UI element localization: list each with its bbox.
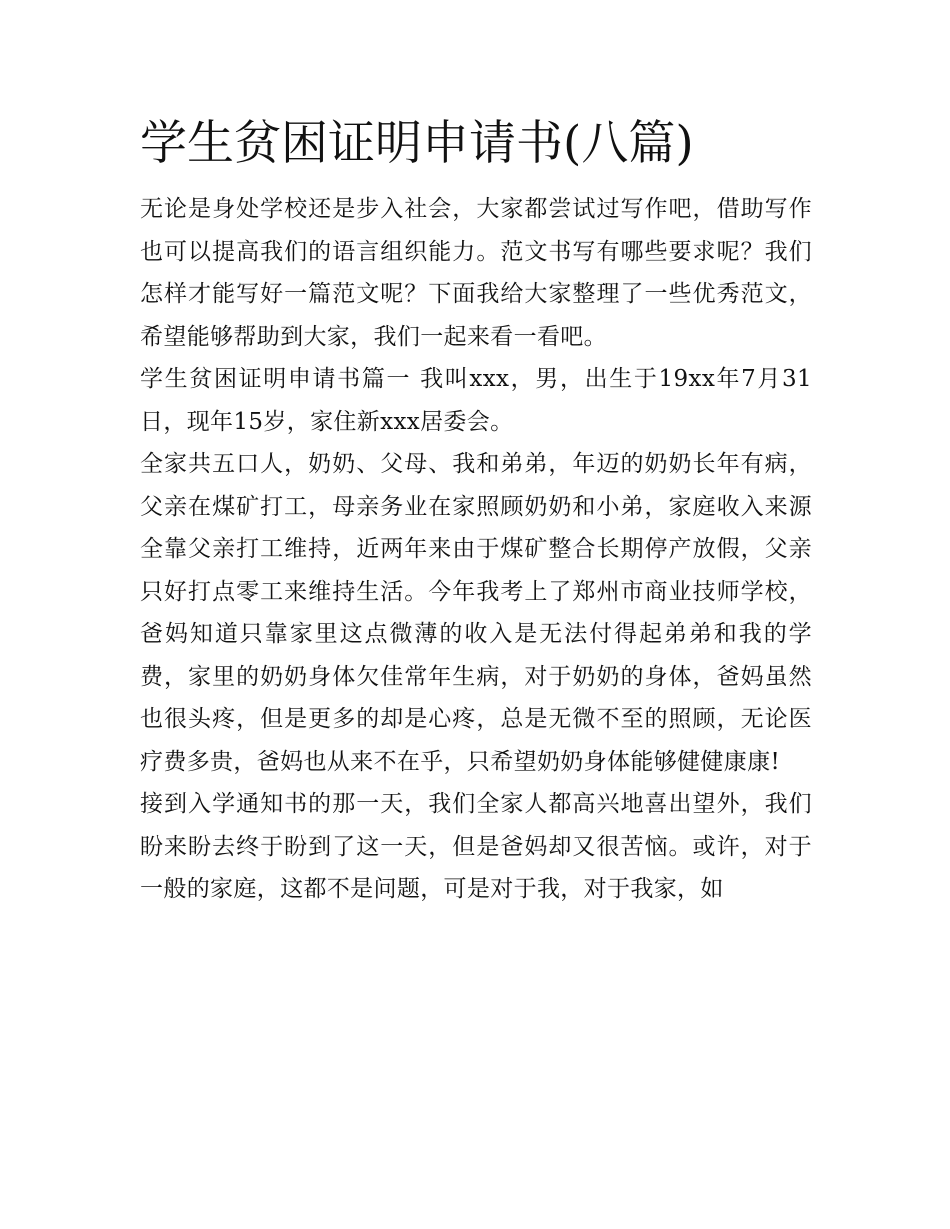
admission-notice-paragraph: 接到入学通知书的那一天，我们全家人都高兴地喜出望外，我们盼来盼去终于盼到了这一天，但是爸妈却又很苦恼。或许，对于一般的家庭，这都不是问题，可是对于我，对于我家，如 [140, 791, 812, 902]
document-body [140, 112, 812, 911]
intro-paragraph: 无论是身处学校还是步入社会，大家都尝试过写作吧，借助写作也可以提高我们的语言组织能力。范文书写有哪些要求呢？我们怎样才能写好一篇范文呢？下面我给大家整理了一些优秀范文，希望能够帮助到大家，我们一起来看一看吧。 [140, 196, 812, 350]
family-situation-paragraph: 全家共五口人，奶奶、父母、我和弟弟，年迈的奶奶长年有病，父亲在煤矿打工，母亲务业在家照顾奶奶和小弟，家庭收入来源全靠父亲打工维持，近两年来由于煤矿整合长期停产放假，父亲只好打点零工来维持生活。今年我考上了郑州市商业技师学校，爸妈知道只靠家里这点微薄的收入是无法付得起弟弟和我的学费，家里的奶奶身体欠佳常年生病，对于奶奶的身体，爸妈虽然也很头疼，但是更多的却是心疼，总是无微不至的照顾，无论医疗费多贵，爸妈也从来不在乎，只希望奶奶身体能够健健康康! [140, 451, 812, 775]
applicant-info-paragraph: 学生贫困证明申请书篇一 我叫xxx，男，出生于19xx年7月31日，现年15岁，家住新xxx居委会。 [140, 366, 812, 435]
document-title: 学生贫困证明申请书(八篇) [140, 116, 694, 171]
